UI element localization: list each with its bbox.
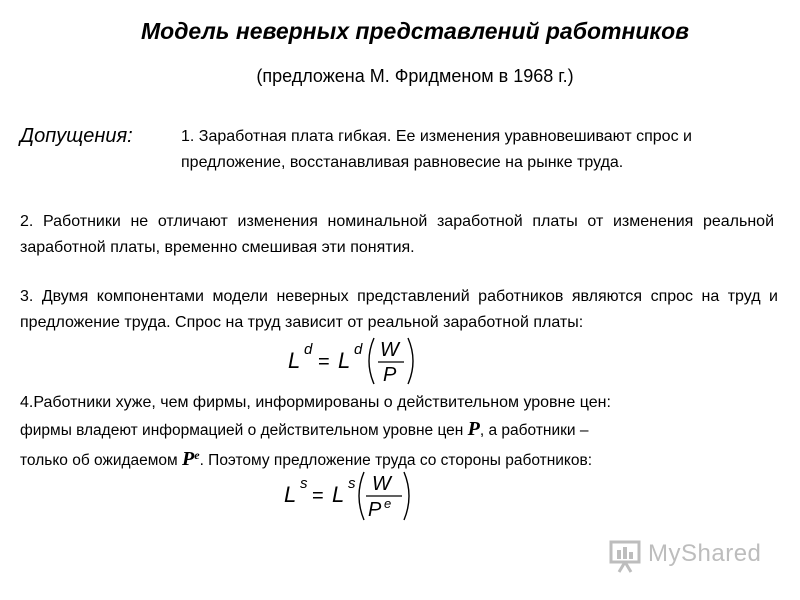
formula-denominator: P bbox=[368, 499, 382, 521]
assumption-4 bbox=[20, 390, 780, 474]
formula-lhs-sup: s bbox=[300, 475, 308, 492]
presentation-logo-icon bbox=[608, 536, 644, 574]
formula-lhs-base: L bbox=[288, 348, 301, 373]
formula-lhs-sup: d bbox=[304, 341, 313, 358]
formula-numerator: W bbox=[380, 339, 399, 361]
formula-rhs-base: L bbox=[332, 482, 345, 507]
expected-price-symbol: P bbox=[182, 448, 195, 471]
right-paren bbox=[404, 472, 409, 520]
watermark-text: MyShared bbox=[648, 540, 762, 567]
assumption-4-line-1: 4.Работники хуже, чем фирмы, информированы о действительном уровне цен: bbox=[20, 394, 611, 411]
slide-title: Модель неверных представлений работников bbox=[140, 18, 690, 44]
formula-rhs-sup: s bbox=[348, 475, 356, 492]
formula-denominator: P bbox=[383, 364, 397, 386]
assumption-4-line-2 bbox=[20, 416, 780, 444]
assumptions-label: Допущения: bbox=[20, 125, 133, 147]
assumption-4-line-3-text-b: . Поэтому предложение труда со стороны работников: bbox=[199, 452, 593, 470]
expected-price-sup: е bbox=[194, 448, 200, 462]
assumption-3: 3. Двумя компонентами модели неверных представлений работников являются спрос на труд и предложение труда. Спрос на труд зависит от реальной заработной платы: bbox=[20, 288, 778, 331]
assumption-4-line-2-text-a: фирмы владеют информацией о действительном уровне цен bbox=[20, 422, 468, 439]
formula-denominator-sup: e bbox=[384, 496, 392, 511]
actual-price-symbol: P bbox=[467, 418, 480, 440]
formula-labour-demand bbox=[282, 334, 422, 388]
left-paren bbox=[369, 338, 374, 384]
assumption-1: 1. Заработная плата гибкая. Ее изменения уравновешивают спрос и предложение, восстанавливая равновесие на рынке труда. bbox=[181, 128, 692, 171]
formula-rhs-sup: d bbox=[354, 341, 363, 358]
assumption-2: 2. Работники не отличают изменения номинальной заработной платы от изменения реальной заработной платы, временно смешивая эти понятия. bbox=[20, 213, 774, 256]
left-paren bbox=[359, 472, 364, 520]
formula-lhs-base: L bbox=[284, 482, 297, 507]
assumption-4-line-2-text-b: , а работники – bbox=[479, 422, 589, 439]
formula-equals: = bbox=[318, 351, 330, 373]
formula-equals: = bbox=[312, 485, 324, 507]
myshared-watermark bbox=[608, 536, 778, 576]
formula-numerator: W bbox=[372, 473, 391, 495]
right-paren bbox=[408, 338, 413, 384]
formula-rhs-base: L bbox=[338, 348, 351, 373]
formula-labour-supply bbox=[278, 468, 428, 524]
assumption-4-line-3-text-a: только об ожидаемом bbox=[20, 452, 183, 470]
slide-subtitle: (предложена М. Фридменом в 1968 г.) bbox=[256, 66, 574, 86]
